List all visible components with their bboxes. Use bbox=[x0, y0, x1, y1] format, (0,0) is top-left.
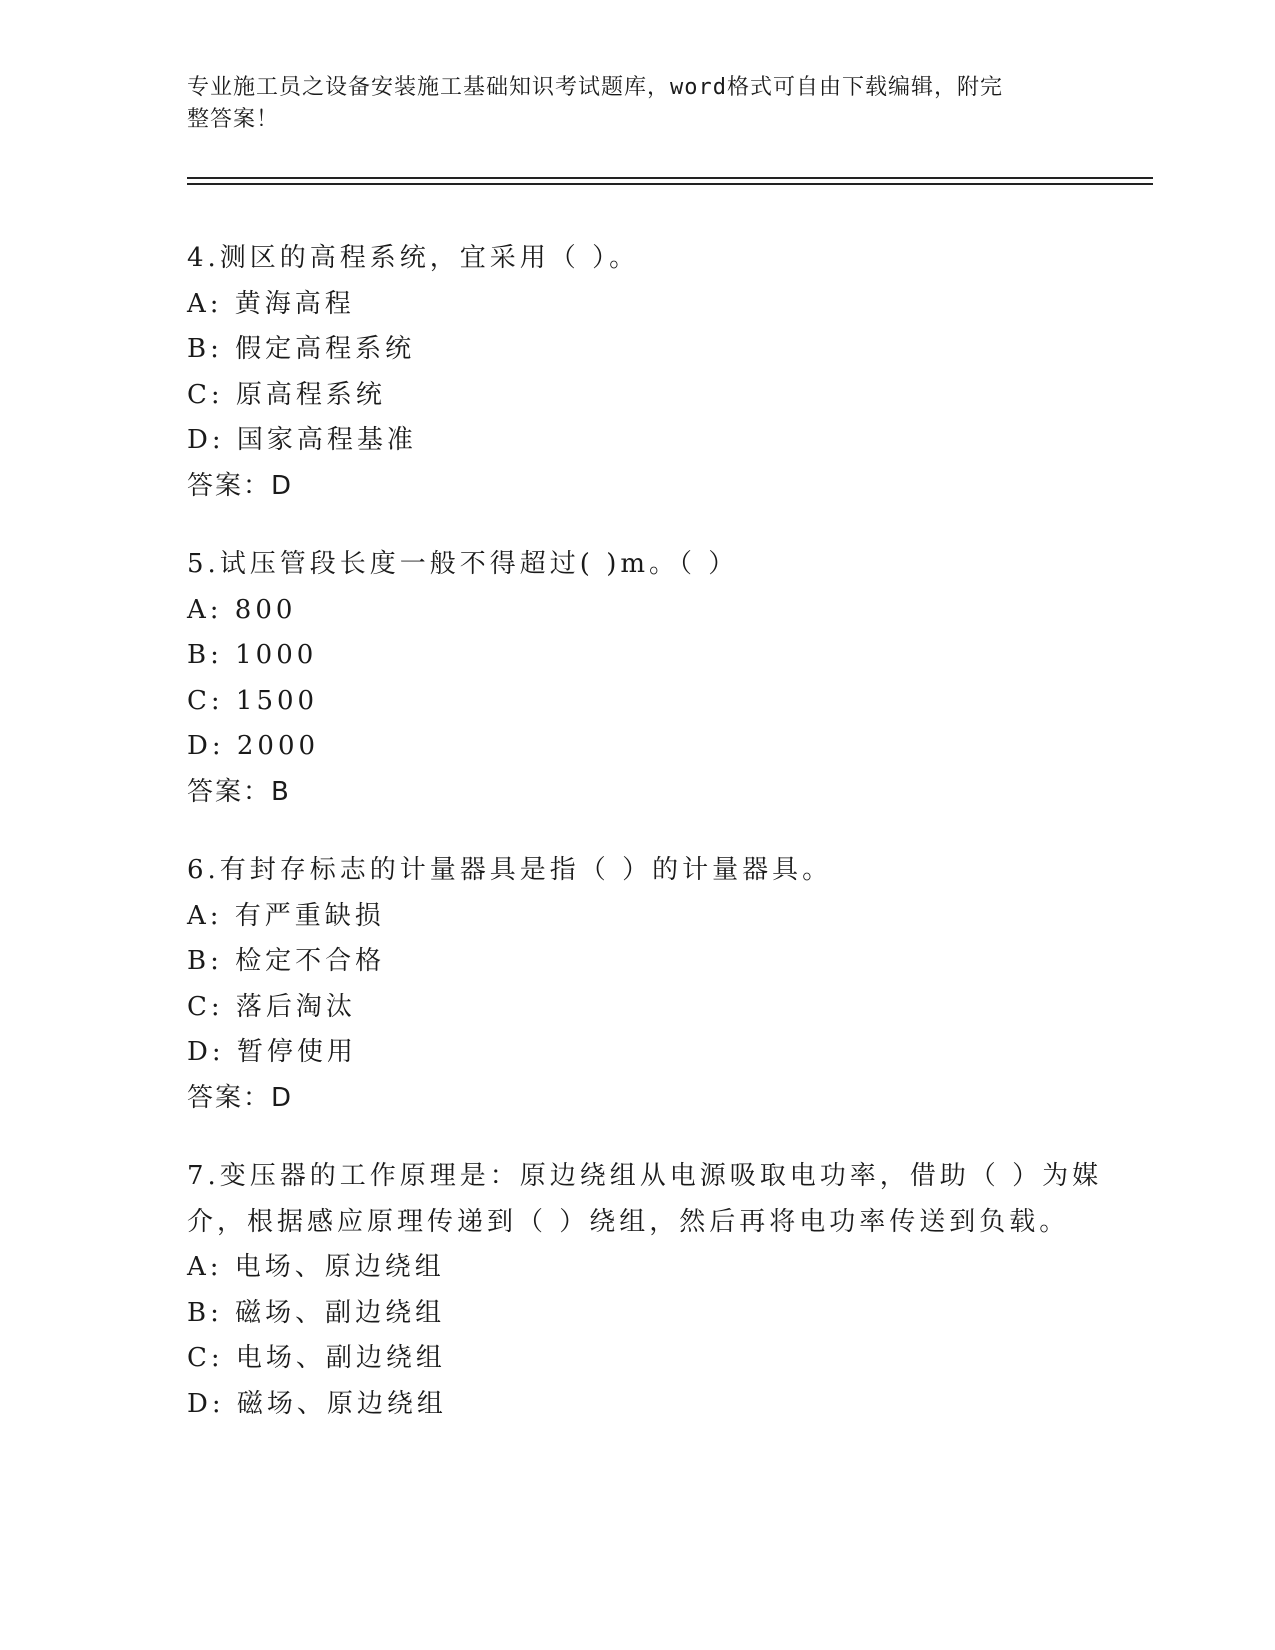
header-line-1: 专业施工员之设备安装施工基础知识考试题库，word格式可自由下载编辑，附完 bbox=[187, 75, 1003, 100]
header-divider-top bbox=[187, 177, 1153, 179]
question-list bbox=[187, 236, 1103, 1460]
header-divider-bottom bbox=[187, 183, 1153, 185]
option-d: D: 2000 bbox=[187, 731, 320, 761]
question-stem: 6.有封存标志的计量器具是指（ ）的计量器具。 bbox=[187, 855, 833, 885]
question-6 bbox=[187, 848, 1087, 1121]
question-5 bbox=[187, 542, 1087, 815]
question-stem-line-1: 7.变压器的工作原理是：原边绕组从电源吸取电功率，借助（ ）为媒 bbox=[187, 1161, 1103, 1191]
option-d: D: 暂停使用 bbox=[187, 1037, 357, 1067]
option-a: A: 800 bbox=[187, 594, 297, 625]
header-line-2: 整答案！ bbox=[187, 107, 280, 132]
question-7 bbox=[187, 1154, 1103, 1427]
option-d: D: 国家高程基准 bbox=[187, 425, 417, 455]
question-stem: 5.试压管段长度一般不得超过( )m。（ ） bbox=[187, 549, 739, 579]
document-header bbox=[187, 72, 1067, 136]
option-d: D: 磁场、原边绕组 bbox=[187, 1388, 447, 1419]
answer: 答案：D bbox=[187, 470, 294, 501]
question-4 bbox=[187, 236, 1087, 509]
question-stem-line-2: 介，根据感应原理传递到（ ）绕组，然后再将电功率传送到负载。 bbox=[187, 1206, 1070, 1237]
option-c: C: 1500 bbox=[187, 685, 319, 716]
option-c: C: 落后淘汰 bbox=[187, 991, 356, 1022]
option-a: A: 有严重缺损 bbox=[187, 900, 385, 931]
option-a: A: 黄海高程 bbox=[187, 288, 355, 319]
answer: 答案：D bbox=[187, 1082, 294, 1113]
option-a: A: 电场、原边绕组 bbox=[187, 1252, 445, 1282]
answer: 答案：B bbox=[187, 776, 291, 807]
option-c: C: 原高程系统 bbox=[187, 379, 386, 410]
option-b: B: 磁场、副边绕组 bbox=[187, 1297, 446, 1328]
question-stem: 4.测区的高程系统，宜采用（ ）。 bbox=[187, 243, 640, 273]
option-b: B: 1000 bbox=[187, 640, 318, 670]
option-c: C: 电场、副边绕组 bbox=[187, 1343, 446, 1373]
option-b: B: 假定高程系统 bbox=[187, 334, 416, 364]
option-b: B: 检定不合格 bbox=[187, 946, 386, 976]
